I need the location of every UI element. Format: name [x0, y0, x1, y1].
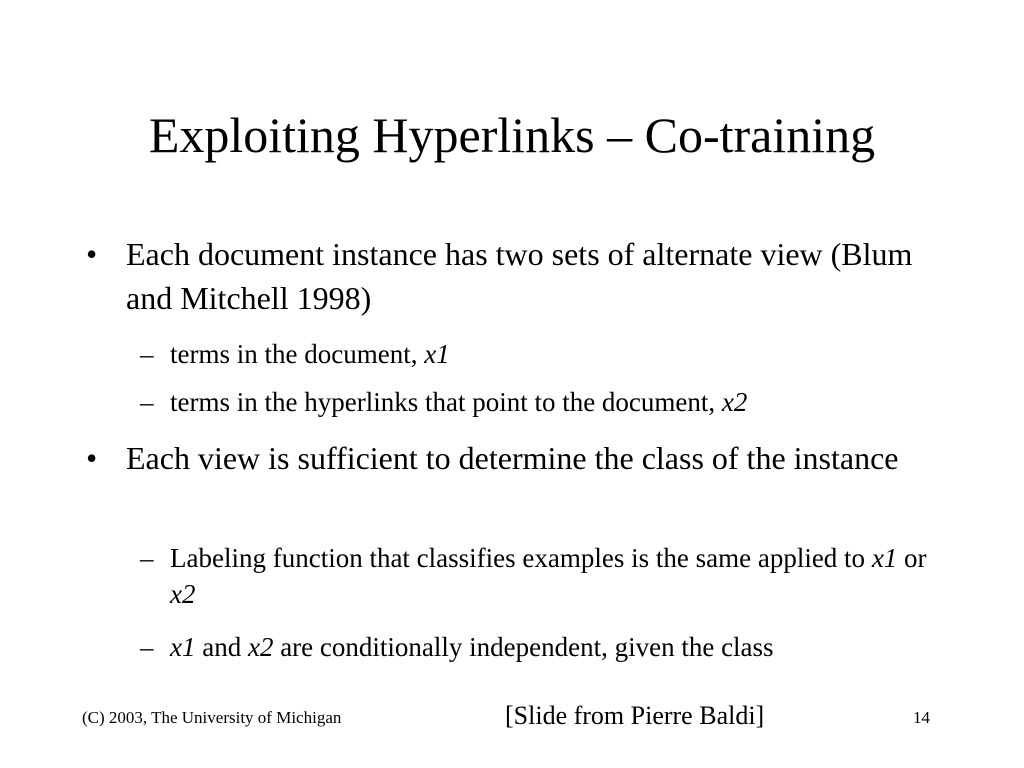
sub-bullet-text: x1 and x2 are conditionally independent, given the class [170, 632, 774, 662]
bullet-item [86, 436, 946, 480]
sub-bullet-item [140, 540, 940, 612]
footer-source: [Slide from Pierre Baldi] [505, 701, 765, 730]
bullet-icon: • [86, 440, 98, 476]
dash-icon: – [140, 339, 154, 369]
bullet-item [86, 232, 946, 320]
sub-bullet-item [140, 384, 940, 420]
bullet-text: Each document instance has two sets of alternate view (Blum and Mitchell 1998) [126, 236, 913, 316]
dash-icon: – [140, 632, 154, 662]
bullet-icon: • [86, 236, 98, 272]
sub-bullet-item [140, 629, 940, 665]
sub-bullet-item [140, 336, 940, 372]
slide-title: Exploiting Hyperlinks – Co-training [148, 107, 876, 163]
sub-bullet-text: Labeling function that classifies examples is the same applied to x1 or x2 [170, 543, 927, 609]
dash-icon: – [140, 543, 154, 573]
sub-bullet-text: terms in the hyperlinks that point to the document, x2 [170, 387, 748, 417]
dash-icon: – [140, 387, 154, 417]
footer-copyright: (C) 2003, The University of Michigan [82, 708, 342, 727]
footer-page-number: 14 [913, 708, 930, 727]
sub-bullet-text: terms in the document, x1 [170, 339, 450, 369]
bullet-text: Each view is sufficient to determine the class of the instance [126, 440, 899, 476]
